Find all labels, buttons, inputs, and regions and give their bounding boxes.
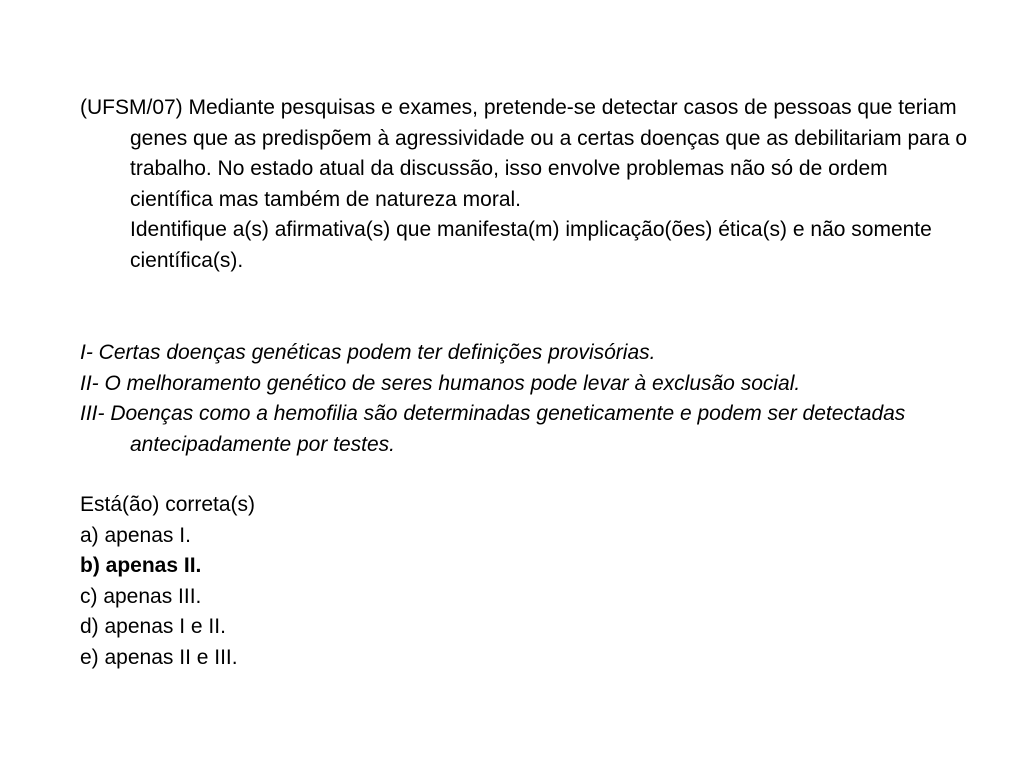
question-block (80, 93, 970, 277)
question-instruction: Identifique a(s) afirmativa(s) que manifesta(m) implicação(ões) ética(s) e não somente científica(s). (130, 218, 932, 272)
statements-list (80, 338, 970, 460)
question-stem: (UFSM/07) Mediante pesquisas e exames, pretende-se detectar casos de pessoas que teriam genes que as predispõem à agressividade ou a certas doenças que as debilitariam para o trabalho. No estado atual da discussão, isso envolve problemas não só de ordem científica mas também de natureza moral. (80, 96, 968, 211)
statement-item: I- Certas doenças genéticas podem ter definições provisórias. (80, 341, 656, 364)
option-b-correct: b) apenas II. (80, 554, 202, 578)
statement-item: II- O melhoramento genético de seres humanos pode levar à exclusão social. (80, 371, 801, 395)
options-block (80, 490, 970, 674)
option-e: e) apenas II e III. (80, 645, 238, 669)
option-d: d) apenas I e II. (80, 615, 226, 639)
option-a: a) apenas I. (80, 523, 191, 547)
statement-item: III- Doenças como a hemofilia são determinadas geneticamente e podem ser detectadas antecipadamente por testes. (80, 402, 906, 456)
option-c: c) apenas III. (80, 584, 202, 608)
answer-prompt: Está(ão) correta(s) (80, 493, 256, 516)
